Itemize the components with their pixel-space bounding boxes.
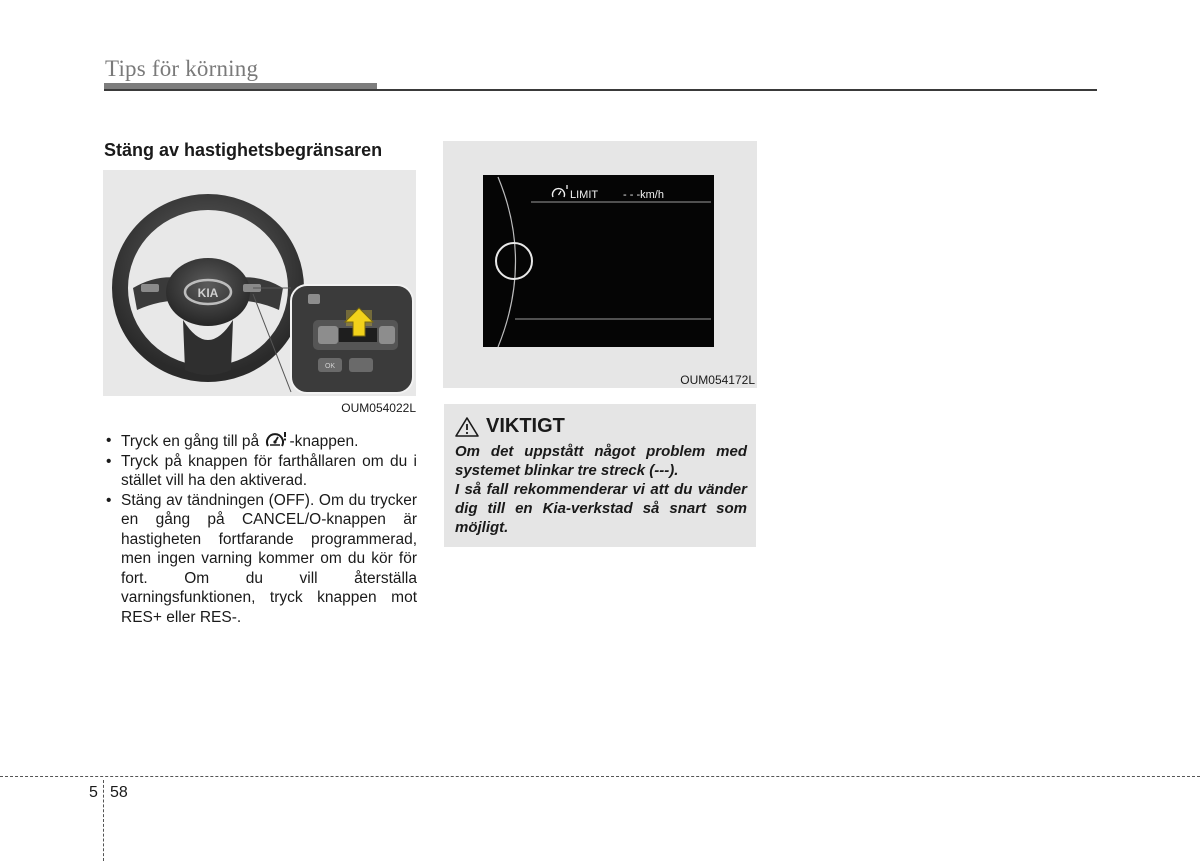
warning-paragraph: Om det uppstått något problem med systemet blinkar tre streck (---). <box>455 443 747 479</box>
page-chapter-number: 5 <box>89 784 98 801</box>
warning-text <box>455 442 747 537</box>
footer-divider <box>103 780 104 861</box>
display-speed: - - -km/h <box>623 189 664 201</box>
header-rule <box>104 89 1097 91</box>
warning-triangle-icon <box>454 416 480 438</box>
list-item <box>104 431 417 452</box>
list-item: • Tryck på knappen för farthållaren om du i stället vill ha den aktiverad. <box>104 452 417 491</box>
figure2-caption: OUM054172L <box>680 373 755 387</box>
item1-text-before: Tryck en gång till på <box>121 433 260 450</box>
kia-logo-text: KIA <box>197 286 219 300</box>
figure1-caption: OUM054022L <box>341 401 416 415</box>
warning-title-text: VIKTIGT <box>486 415 565 437</box>
steering-wheel-figure <box>103 170 416 396</box>
speed-limiter-icon <box>265 431 287 449</box>
list-item: • Stäng av tändningen (OFF). Om du trycker en gång på CANCEL/O-knappen är hastigheten fortfarande programmerad, men ingen varning kommer om du kör för fort. Om du vill återställa varningsfunktionen, tryck knappen mot RES+ eller RES-. <box>104 491 417 628</box>
cluster-display-illustration <box>443 141 757 388</box>
warning-paragraph: I så fall rekommenderar vi att du vänder dig till en Kia-verkstad så snart som möjligt. <box>455 481 747 536</box>
instruction-list <box>104 431 417 627</box>
warning-title <box>454 415 565 438</box>
cluster-display-figure <box>443 141 757 388</box>
steering-wheel-illustration <box>103 170 416 396</box>
section-heading: Stäng av hastighetsbegränsaren <box>104 140 383 160</box>
chapter-title: Tips för körning <box>105 56 259 81</box>
limit-label: LIMIT <box>570 189 599 201</box>
footer-rule <box>0 776 1200 777</box>
page-number: 58 <box>110 784 128 801</box>
item1-text-after: -knappen. <box>289 433 359 450</box>
ok-button-label: OK <box>324 363 336 370</box>
